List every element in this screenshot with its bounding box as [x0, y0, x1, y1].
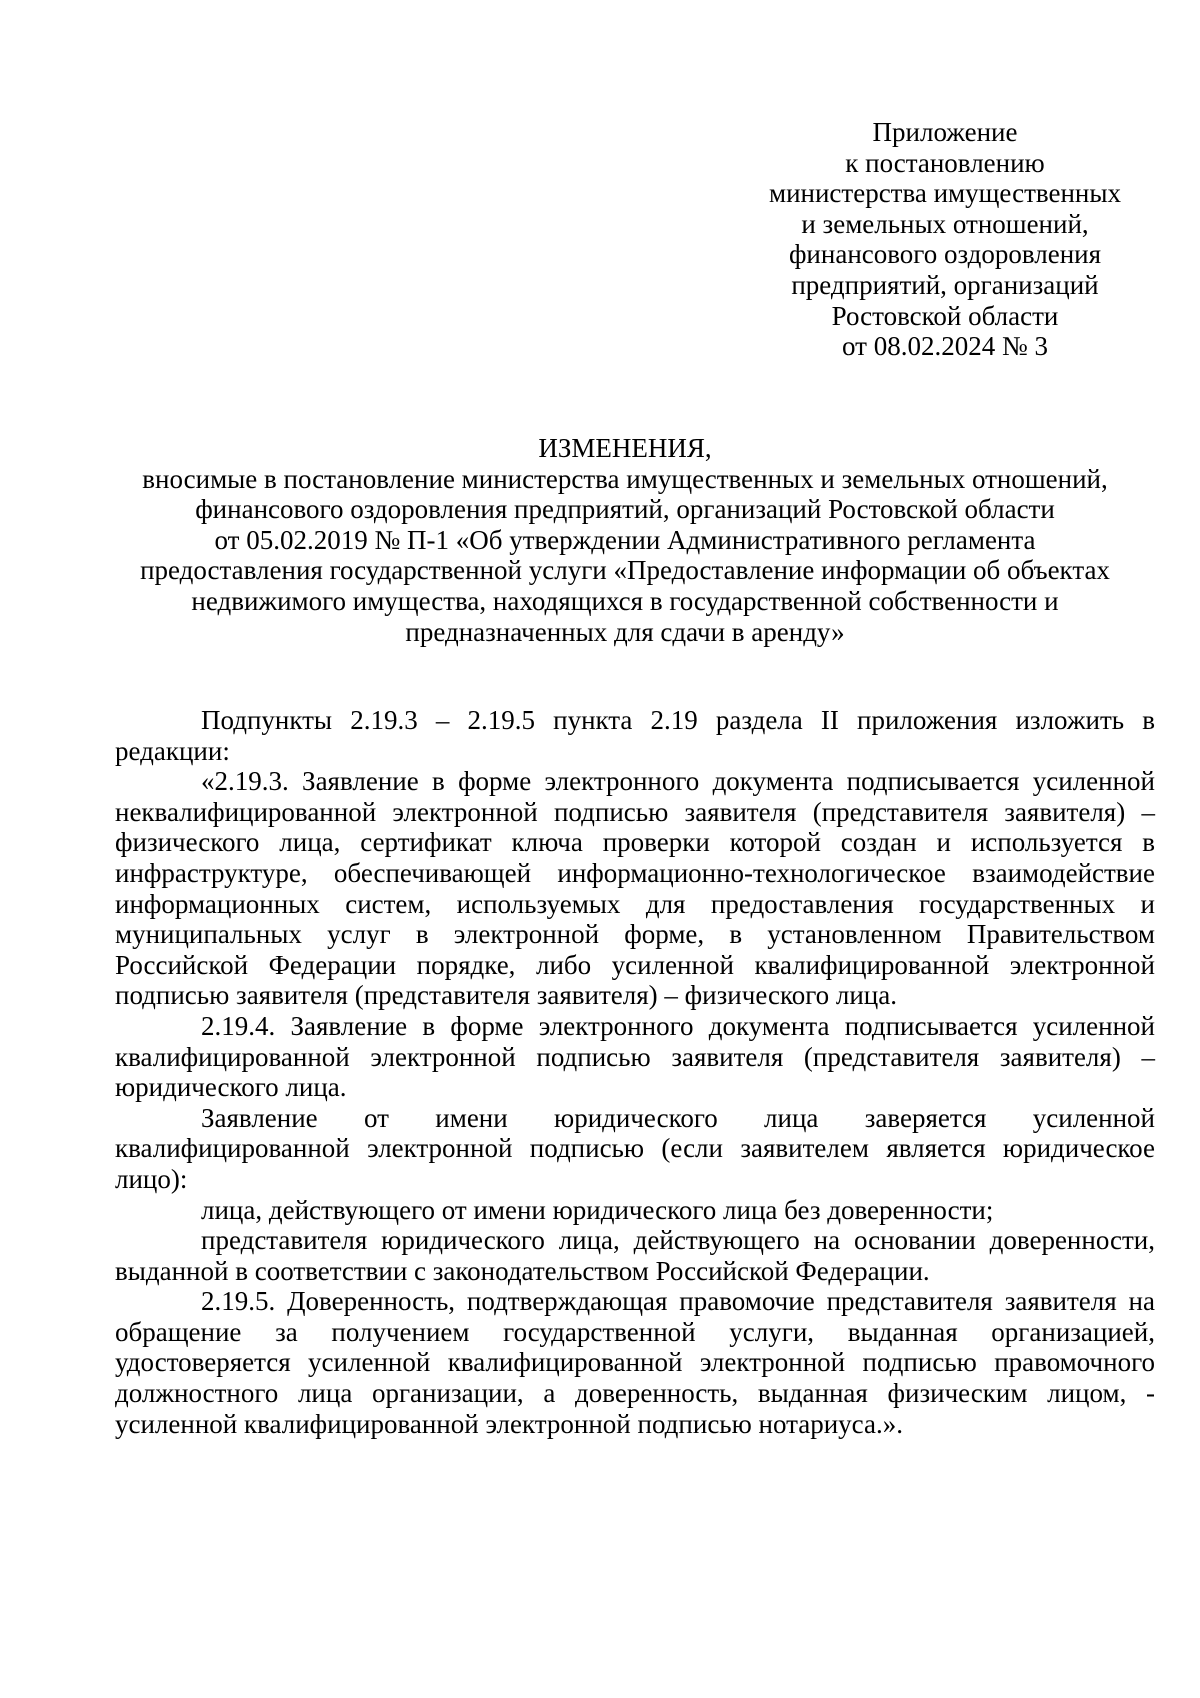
title-line: вносимые в постановление министерства имущественных и земельных отношений,: [142, 463, 1108, 494]
title-line: от 05.02.2019 № П-1 «Об утверждении Административного регламента: [214, 524, 1036, 555]
appendix-line: предприятий, организаций: [791, 269, 1099, 300]
title-line: финансового оздоровления предприятий, организаций Ростовской области: [195, 494, 1055, 525]
appendix-line: финансового оздоровления: [788, 239, 1102, 270]
appendix-date: от 08.02.2024 № 3: [842, 331, 1048, 362]
appendix-line: министерства имущественных: [769, 178, 1121, 209]
body-paragraph: Подпункты 2.19.3 – 2.19.5 пункта 2.19 раздела II приложения изложить в редакции:: [115, 705, 1155, 766]
title-line: предназначенных для сдачи в аренду»: [405, 616, 845, 647]
appendix-line: Приложение: [872, 117, 1018, 147]
appendix-line: к постановлению: [845, 147, 1045, 178]
appendix-line: и земельных отношений,: [801, 208, 1089, 239]
title-line: предоставления государственной услуги «Предоставление информации об объектах: [140, 555, 1110, 586]
body-paragraph: 2.19.5. Доверенность, подтверждающая правомочие представителя заявителя на обращение за получением государственной услуги, выданная организацией, удостоверяется усиленной квалифицированной электронной подписью правомочного должностного лица организации, а доверенность, выданная физическим лицом, - усиленной квалифицированной электронной подписью нотариуса.».: [115, 1286, 1155, 1439]
title-heading: ИЗМЕНЕНИЯ,: [538, 433, 712, 463]
appendix-line: Ростовской области: [831, 300, 1059, 331]
body-paragraph: 2.19.4. Заявление в форме электронного документа подписывается усиленной квалифицированной электронной подписью заявителя (представителя заявителя) – юридического лица.: [115, 1010, 1155, 1103]
body-paragraph: «2.19.3. Заявление в форме электронного документа подписывается усиленной неквалифицированной электронной подписью заявителя (представителя заявителя) – физического лица, сертификат ключа проверки которой создан и используется в инфраструктуре, обеспечивающей информационно-технологическое взаимодействие информационных систем, используемых для предоставления государственных и муниципальных услуг в электронной форме, в установленном Правительством Российской Федерации порядке, либо усиленной квалифицированной электронной подписью заявителя (представителя заявителя) – физического лица.: [115, 766, 1155, 1011]
appendix-header: [710, 117, 1180, 362]
body-paragraph: Заявление от имени юридического лица заверяется усиленной квалифицированной электронной подписью (если заявителем является юридическое лицо):: [115, 1102, 1155, 1194]
document-body: [115, 705, 1155, 1439]
title-line: недвижимого имущества, находящихся в государственной собственности и: [191, 585, 1059, 616]
document-title: [100, 433, 1150, 647]
body-paragraph: лица, действующего от имени юридического лица без доверенности;: [201, 1194, 994, 1225]
body-paragraph: представителя юридического лица, действующего на основании доверенности, выданной в соответствии с законодательством Российской Федерации.: [115, 1225, 1155, 1286]
